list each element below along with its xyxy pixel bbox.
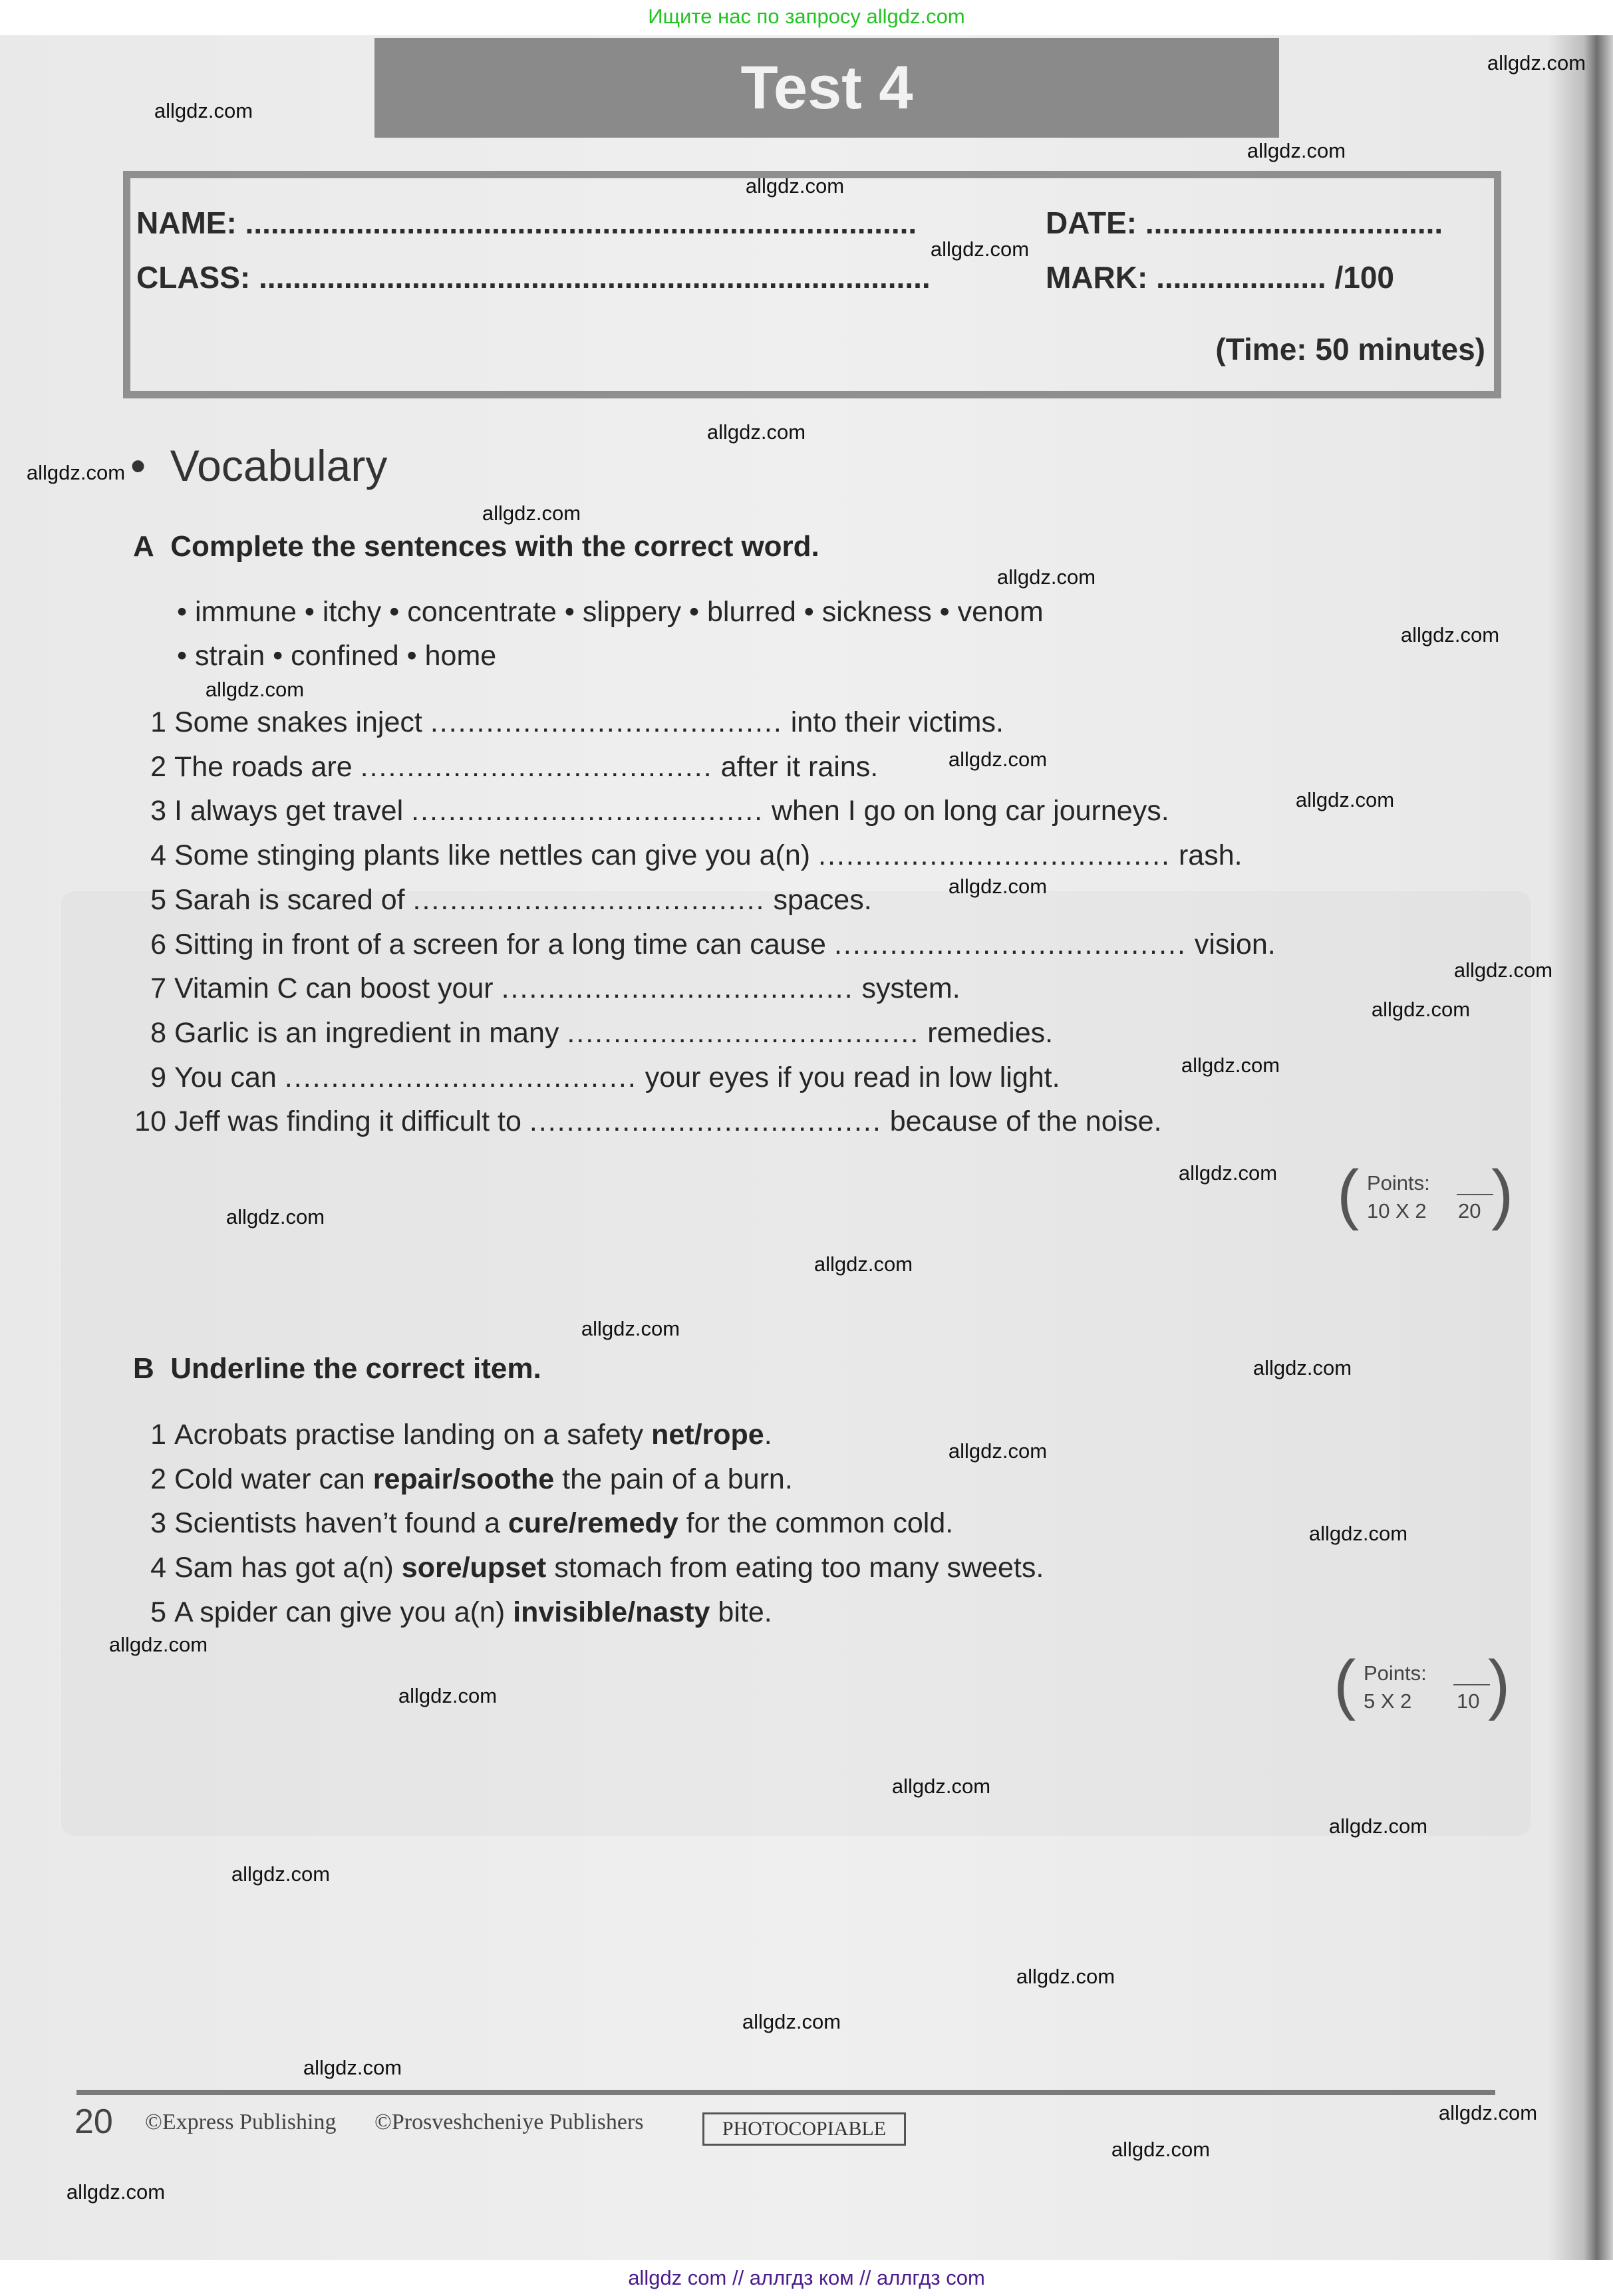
- watermark: allgdz.com: [742, 2010, 841, 2033]
- sentence-item: [133, 839, 1243, 872]
- item-before: A spider can give you a(n): [174, 1596, 513, 1628]
- item-number: 5: [150, 1596, 166, 1628]
- sentence-before: Garlic is an ingredient in many: [174, 1016, 559, 1049]
- sentence-item: [133, 751, 878, 784]
- watermark: allgdz.com: [482, 502, 581, 525]
- item-number: 4: [150, 1552, 166, 1584]
- sentence-after: remedies.: [927, 1016, 1054, 1049]
- word-bank-line-2: • strain • confined • home: [177, 640, 497, 672]
- item-number: 2: [150, 750, 166, 783]
- answer-blank[interactable]: ......................................: [430, 706, 783, 738]
- answer-blank[interactable]: ......................................: [412, 883, 766, 916]
- sentence-before: Sitting in front of a screen for a long time can cause: [174, 928, 826, 960]
- sentence-after: system.: [861, 972, 960, 1005]
- watermark: allgdz.com: [1178, 1161, 1278, 1185]
- watermark: allgdz.com: [948, 748, 1048, 771]
- publisher-prosveshcheniye: ©Prosveshcheniye Publishers: [374, 2110, 644, 2134]
- points-label: Points:: [1367, 1171, 1430, 1195]
- answer-blank[interactable]: ......................................: [529, 1105, 882, 1138]
- sentence-after: your eyes if you read in low light.: [645, 1061, 1060, 1093]
- item-after: the pain of a burn.: [554, 1463, 793, 1495]
- watermark: allgdz.com: [1371, 998, 1471, 1021]
- item-before: Sam has got a(n): [174, 1552, 402, 1584]
- underline-item: [133, 1596, 772, 1629]
- item-number: 1: [150, 1419, 166, 1451]
- points-label: Points:: [1364, 1661, 1427, 1685]
- watermark: allgdz.com: [26, 461, 126, 484]
- mark-label: MARK:: [1046, 260, 1148, 295]
- bullet-icon: •: [130, 441, 146, 490]
- date-label: DATE:: [1046, 206, 1137, 240]
- left-paren: (: [1334, 1647, 1356, 1721]
- watermark: allgdz.com: [930, 237, 1030, 261]
- watermark: allgdz.com: [1453, 958, 1553, 982]
- bottom-banner: allgdz com // аллгдз ком // аллгдз com: [0, 2260, 1613, 2296]
- points-total: 10: [1457, 1689, 1480, 1713]
- sentence-item: [133, 1062, 1060, 1094]
- name-field[interactable]: [136, 205, 917, 241]
- watermark: allgdz.com: [581, 1317, 680, 1340]
- word-bank-line-1: • immune • itchy • concentrate • slippery • blurred • sickness • venom: [177, 596, 1044, 628]
- page-number: 20: [74, 2102, 113, 2141]
- task-a-heading: [133, 530, 819, 563]
- watermark: allgdz.com: [225, 1205, 325, 1228]
- choice-options[interactable]: sore/upset: [401, 1552, 547, 1584]
- item-number: 5: [150, 883, 166, 916]
- watermark: allgdz.com: [1111, 2138, 1211, 2161]
- class-field[interactable]: [136, 259, 931, 295]
- name-label: NAME:: [136, 206, 237, 240]
- item-number: 10: [134, 1105, 166, 1138]
- sentence-item: [133, 929, 1276, 961]
- test-title: Test 4: [374, 38, 1279, 138]
- underline-item: [133, 1552, 1044, 1584]
- watermark: allgdz.com: [1295, 788, 1395, 811]
- sentence-before: Some snakes inject: [174, 706, 422, 738]
- task-instruction: Underline the correct item.: [170, 1352, 541, 1385]
- left-paren: (: [1337, 1157, 1360, 1231]
- top-banner: Ищите нас по запросу allgdz.com: [0, 0, 1613, 35]
- right-paren: ): [1488, 1647, 1511, 1721]
- sentence-after: when I go on long car journeys.: [772, 795, 1169, 827]
- choice-options[interactable]: invisible/nasty: [513, 1596, 710, 1628]
- item-before: Cold water can: [174, 1463, 373, 1495]
- item-number: 6: [150, 928, 166, 960]
- sentence-before: Vitamin C can boost your: [174, 972, 494, 1005]
- watermark: allgdz.com: [1181, 1054, 1280, 1077]
- answer-blank[interactable]: ......................................: [818, 839, 1171, 872]
- watermark: allgdz.com: [1252, 1356, 1352, 1379]
- mark-field[interactable]: [1046, 259, 1394, 295]
- item-number: 1: [150, 706, 166, 738]
- sentence-before: You can: [174, 1061, 277, 1093]
- publisher-express: ©Express Publishing: [145, 2110, 337, 2134]
- watermark: allgdz.com: [1487, 51, 1586, 74]
- watermark: allgdz.com: [948, 875, 1048, 898]
- watermark: allgdz.com: [745, 174, 845, 198]
- sentence-before: Some stinging plants like nettles can give you a(n): [174, 839, 811, 872]
- score-line: [1453, 1684, 1490, 1685]
- sentence-item: [133, 706, 1004, 739]
- mark-total: /100: [1334, 260, 1394, 295]
- class-label: CLASS:: [136, 260, 251, 295]
- task-letter: A: [133, 530, 154, 563]
- item-number: 4: [150, 839, 166, 872]
- item-number: 3: [150, 795, 166, 827]
- answer-blank[interactable]: ......................................: [833, 928, 1187, 960]
- choice-options[interactable]: cure/remedy: [508, 1507, 678, 1540]
- watermark: allgdz.com: [108, 1633, 208, 1656]
- sentence-before: Jeff was finding it difficult to: [174, 1105, 521, 1138]
- sentence-before: The roads are: [174, 750, 353, 783]
- item-after: .: [764, 1419, 772, 1451]
- task-instruction: Complete the sentences with the correct word.: [170, 530, 819, 563]
- section-title: Vocabulary: [170, 441, 388, 490]
- mark-dots: ....................: [1156, 260, 1326, 295]
- watermark: allgdz.com: [996, 565, 1096, 589]
- task-b-heading: [133, 1352, 541, 1385]
- sentence-before: I always get travel: [174, 795, 404, 827]
- class-dots: ...............................................................................: [259, 260, 931, 295]
- watermark: allgdz.com: [1016, 1965, 1115, 1988]
- name-dots: ...............................................................................: [245, 206, 917, 240]
- right-paren: ): [1491, 1157, 1514, 1231]
- sentence-item: [133, 1105, 1162, 1138]
- sentence-item: [133, 972, 960, 1005]
- item-number: 3: [150, 1507, 166, 1540]
- sentence-after: after it rains.: [720, 750, 879, 783]
- watermark: allgdz.com: [231, 1862, 331, 1886]
- watermark: allgdz.com: [1328, 1814, 1428, 1838]
- watermark: allgdz.com: [398, 1684, 498, 1707]
- watermark: allgdz.com: [891, 1775, 991, 1798]
- choice-options[interactable]: repair/soothe: [372, 1463, 555, 1495]
- watermark: allgdz.com: [205, 678, 305, 701]
- underline-item: [133, 1419, 772, 1451]
- watermark: allgdz.com: [1438, 2101, 1538, 2124]
- time-limit: (Time: 50 minutes): [1215, 332, 1485, 366]
- section-heading: [130, 440, 387, 491]
- item-after: for the common cold.: [678, 1507, 954, 1540]
- item-after: stomach from eating too many sweets.: [546, 1552, 1044, 1584]
- date-dots: ...................................: [1145, 206, 1443, 240]
- watermark: allgdz.com: [1246, 139, 1346, 162]
- sentence-after: vision.: [1194, 928, 1276, 960]
- watermark: allgdz.com: [303, 2056, 402, 2079]
- watermark: allgdz.com: [1308, 1522, 1408, 1545]
- answer-blank[interactable]: ......................................: [567, 1016, 920, 1049]
- sentence-after: into their victims.: [790, 706, 1004, 738]
- sentence-before: Sarah is scared of: [174, 883, 405, 916]
- watermark: allgdz.com: [706, 420, 806, 444]
- answer-blank[interactable]: ......................................: [501, 972, 854, 1005]
- watermark: allgdz.com: [813, 1252, 913, 1276]
- task-a-points-box: [1337, 1157, 1514, 1240]
- item-before: Acrobats practise landing on a safety: [174, 1419, 652, 1451]
- watermark: allgdz.com: [1400, 623, 1500, 646]
- item-number: 2: [150, 1463, 166, 1495]
- answer-blank[interactable]: ......................................: [411, 795, 764, 827]
- underline-item: [133, 1463, 793, 1496]
- answer-blank[interactable]: ......................................: [360, 750, 713, 783]
- choice-options[interactable]: net/rope: [651, 1419, 764, 1451]
- footer-divider: [76, 2090, 1495, 2095]
- item-number: 7: [150, 972, 166, 1005]
- answer-blank[interactable]: ......................................: [284, 1061, 637, 1093]
- sentence-item: [133, 1017, 1053, 1050]
- photocopiable-badge: PHOTOCOPIABLE: [702, 2112, 906, 2146]
- sentence-item: [133, 884, 872, 917]
- item-number: 8: [150, 1016, 166, 1049]
- task-letter: B: [133, 1352, 154, 1385]
- sentence-after: spaces.: [773, 883, 872, 916]
- points-total: 20: [1458, 1199, 1481, 1222]
- points-formula: 10 X 2: [1367, 1199, 1427, 1222]
- item-number: 9: [150, 1061, 166, 1093]
- watermark: allgdz.com: [66, 2180, 166, 2204]
- score-line: [1457, 1194, 1493, 1195]
- sentence-after: because of the noise.: [889, 1105, 1162, 1138]
- date-field[interactable]: [1046, 205, 1443, 241]
- task-b-points-box: [1334, 1647, 1511, 1731]
- sentence-item: [133, 795, 1169, 827]
- item-after: bite.: [710, 1596, 772, 1628]
- sentence-after: rash.: [1178, 839, 1243, 872]
- watermark: allgdz.com: [948, 1439, 1048, 1463]
- points-formula: 5 X 2: [1364, 1689, 1412, 1713]
- watermark: allgdz.com: [154, 99, 253, 122]
- item-before: Scientists haven’t found a: [174, 1507, 508, 1540]
- underline-item: [133, 1507, 953, 1540]
